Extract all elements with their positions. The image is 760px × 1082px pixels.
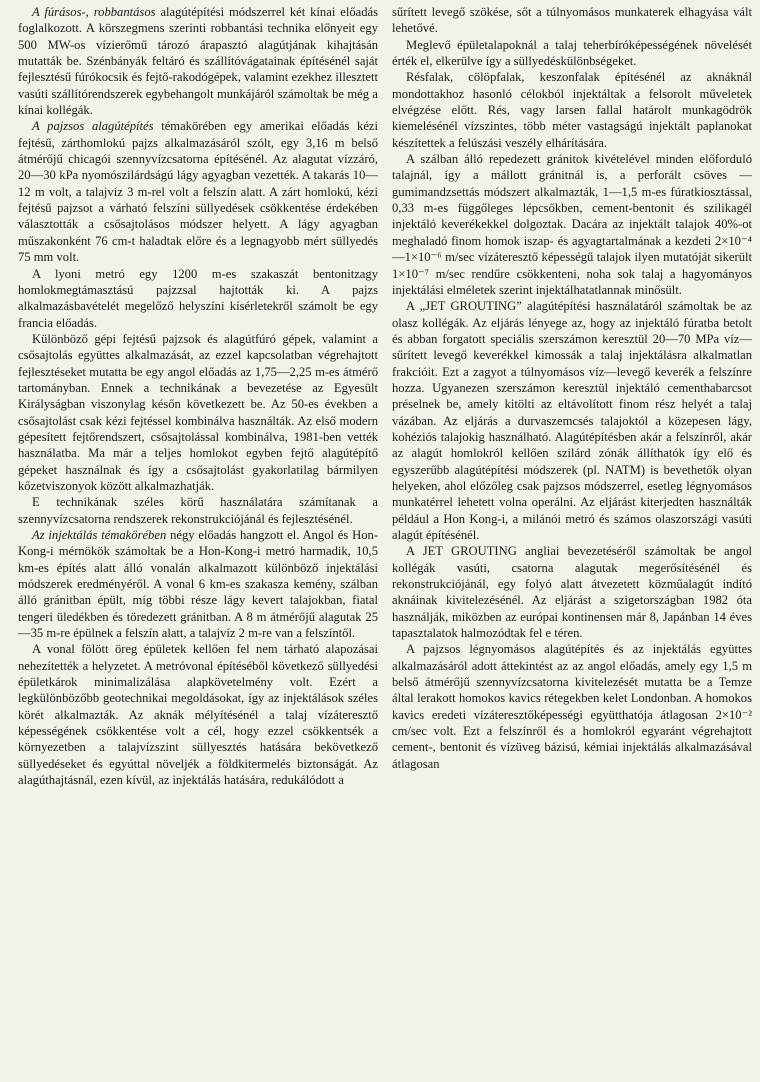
- left-text-column: [18, 4, 378, 1082]
- paragraph: [18, 266, 378, 331]
- paragraph: [392, 37, 752, 70]
- paragraph: [18, 331, 378, 494]
- paragraph: [392, 543, 752, 641]
- paragraph-text: Különböző gépi fejtésű pajzsok és alagútfúró gépek, valamint a csősajtolás együttes alkalmazását, az ezzel kapcsolatban végrehajtott fejlesztéseket mutatta be egy angol előadás az 1,75—2,25 m-es átmérő tartományban. Ennek a technikának a bevezetése az Egyesült Királyságban viszonylag későn következett be. Az 50-es években a csősajtolást csak kézi fejtéssel kombinálva használták. Az első modern gépesített fejtőrendszert, csősajtolással kombinálva, 1981-ben vették használatba. Ma már a teljes homlokot egyben fejtő alagútépítő gépeket használnak és így a csősajtolást gyakorlatilag bármilyen kőzetviszonyok között alkalmazhatják.: [18, 331, 378, 493]
- paragraph-text: E technikának széles körű használatára számítanak a szennyvízcsatorna rendszerek rekonstrukciójánál és fejlesztésénél.: [18, 495, 378, 526]
- paragraph: [18, 527, 378, 641]
- paragraph-text: négy előadás hangzott el. Angol és Hon-Kong-i mérnökök számoltak be a Hon-Kong-i metró harmadik, 10,5 km-es építés alatt álló vonalán alkalmazott különböző injektálási módszerek eredményéről. A vonal 6 km-es szakasza kemény, szálban álló gránitban épült, míg többi része lágy kevert talajokban, fiatal tengeri üledékben és töredezett gránitban. A 8 m átmérőjű alagutak 25—35 m-re épülnek a felszín alatt, a talajvíz 2 m-re van a felszíntől.: [18, 528, 378, 641]
- paragraph-text: A „JET GROUTING” alagútépítési használatáról számoltak be az olasz kollégák. Az eljárás lényege az, hogy az injektáló fúratba betolt és abban forgatott speciális szerszámon keresztül 20—70 MPa víz—sűrített levegő keverékkel kimossák a talaj injektálásra alkalmatlan frakcióit. Ezt a zagyot a túlnyomásos víz—levegő keverék a felszínre hozza. Ugyanezen szerszámon keresztül injektáló cementhabarcsot préselnek be, amely kitölti az eltávolított finom rész helyét a talaj vázában. Az eljárás a durvaszemcsés talajoktól a közepesen lágy, kohéziós talajokig használható. Alagútépítésben akár a felszínről, akár az alagút homlokról kellően szilárd zónák állíthatók így elő és egyszerűbb alagútépítési módszerek (pl. NATM) is bevethetők olyan helyeken, ahol előzőleg csak pajzsos módszerrel, esetleg légnyomásos munkatérrel lehetett volna operálni. Az eljárást kiterjedten használták például a Hon Kong-i, a milánói metró és számos olaszországi vasúti alagút építésénél.: [392, 299, 752, 542]
- topic-lead-italic: A fúrásos-, robbantásos: [32, 5, 156, 19]
- right-text-column: [392, 4, 752, 1082]
- paragraph-text: A szálban álló repedezett gránitok kivételével minden előforduló talajnál, így a mállott gránitnál is, a perforált csöves — gumimandzsettás módszert alkalmazták, 1—1,5 m-es fúratkiosztással, 0,33 m-es függőleges lépcsőkben, cement-bentonit és szilikagél injektáló keverékekkel dolgoztak. Dacára az injektált talajok 40%-ot meghaladó finom homok iszap- és agyagtartalmának a kezdeti 2×10⁻⁴—1×10⁻⁶ m/sec vízáteresztő képességű talajok ilyen mutatóját sikerült 1×10⁻⁷ m/sec rendűre csökkenteni, noha sok talaj a hagyományos injektálási elméletek szerint injektálhatatlannak minősült.: [392, 152, 752, 297]
- paragraph-text: Meglevő épületalapoknál a talaj teherbíróképességének növelését érték el, elkerülve így a süllyedéskülönbségeket.: [392, 37, 752, 69]
- paragraph-text: A pajzsos légnyomásos alagútépítés és az injektálás együttes alkalmazásáról adott áttekintést az az angol előadás, amely egy 1,5 m belső átmérőjű szennyvízcsatorna kivitelezését mutatta be a Temze által lerakott homokos kavics rétegekben kelet Londonban. A homokos kavics eredeti vízáteresztőképességi együtthatója átlagosan 2×10⁻² cm/sec volt. Ezt a felszínről és a homlokról egyaránt végrehajtott cement-, bentonit és vízüveg bázisú, kémiai injektálás alkalmazásával átlagosan: [392, 642, 752, 771]
- paragraph: [18, 118, 378, 265]
- paragraph-text: Résfalak, cölöpfalak, keszonfalak építésénél az aknáknál mondottakhoz hasonló célokból injektáltak a felsorolt műveletek elvégzése előtt. Rés, vagy larsen fallal határolt munkagödrök kiemelésénél vízszintes, több méter vastagságú injektált paplanokat készítettek a felúszási veszély elhárítására.: [392, 70, 752, 150]
- paragraph: [392, 69, 752, 151]
- topic-lead-italic: A pajzsos alagútépítés: [32, 119, 154, 134]
- topic-lead-italic: Az injektálás témakörében: [32, 528, 167, 542]
- paragraph: [392, 298, 752, 543]
- paragraph-text: A lyoni metró egy 1200 m-es szakaszát bentonitzagy homlokmegtámasztású pajzzsal hajtották ki. A pajzs alkalmazásbavételét megelőző helyszíni kísérletekről számolt be egy francia előadás.: [18, 266, 378, 330]
- paragraph: [18, 641, 378, 788]
- paragraph-text: témakörében egy amerikai előadás kézi fejtésű, zárthomlokú pajzs alkalmazásáról szólt, egy 3,16 m belső átmérőjű chicagói szennyvízcsatorna építésénél. Az alagutat vízzáró, 20—30 kPa nyomószilárdságú lágy agyagban vezették. A takarás 10—12 m volt, a talajvíz 3 m-rel volt a felszín alatt. A zárt homlokú, kézi fejtésű pajzsot a várható felszíni süllyedések csökkentése érdekében választották a csősajtolásos módszer helyett. A lágy agyagban műszakonként 76 cm-t haladtak előre és a legnagyobb mért süllyedés 75 mm volt.: [18, 119, 378, 265]
- paragraph: [18, 494, 378, 527]
- paragraph: [392, 151, 752, 298]
- paragraph-text: sűrített levegő szökése, sőt a túlnyomásos munkaterek elhagyása vált lehetővé.: [392, 5, 752, 36]
- paragraph-text: A JET GROUTING angliai bevezetéséről számoltak be angol kollégák vasúti, csatorna alagutak megerősítésénél és rekonstrukciójánál, egy folyó alatt átvezetett közműalagút indító aknáinak kivitelezésénél. Az eljárást a szigetországban 1982 óta használják, miközben az európai kontinensen már 8, Japánban 14 éves tapasztalatok halmozódtak fel e téren.: [392, 544, 752, 641]
- paragraph: [392, 641, 752, 772]
- paragraph-text: A vonal fölött öreg épületek kellően fel nem tárható alapozásai nehezítették a helyzetet. A metróvonal építéséből következő süllyedési épületkárok minimalizálása alapkövetelmény volt. Ezért a legkülönbözőbb geotechnikai megoldásokat, így az injektálások széles körét alkalmazták. Az aknák mélyítésénél a talaj vízáteresztő képességének csökkentése volt a cél, hogy ezzel csökkentsék a környezetben a talajvízszint süllyesztés hatására bekövetkező süllyedéseket és egyúttal növeljék a földkitermelés biztonságát. Az alagúthajtásnál, ezen kívül, az injektálás hatására, redukálódott a: [18, 642, 378, 788]
- paragraph: [392, 4, 752, 37]
- paragraph: [18, 4, 378, 118]
- paragraph-text: alagútépítési módszerrel két kínai előadás foglalkozott. A körszegmens szerinti robbantási technika előnyeit egy 500 MW-os vízierőmű tározó árapasztó alagútjának kihajtásán mutatták be. Szénbányák feltáró és szállítóvágatainak építésénél saját fejlesztésű fúrókocsik és fejtő-rakodógépek, valamint ezekhez illesztett vasúti szállítórendszerek egybehangolt munkájáról számoltak be még a kínai kollégák.: [18, 5, 378, 118]
